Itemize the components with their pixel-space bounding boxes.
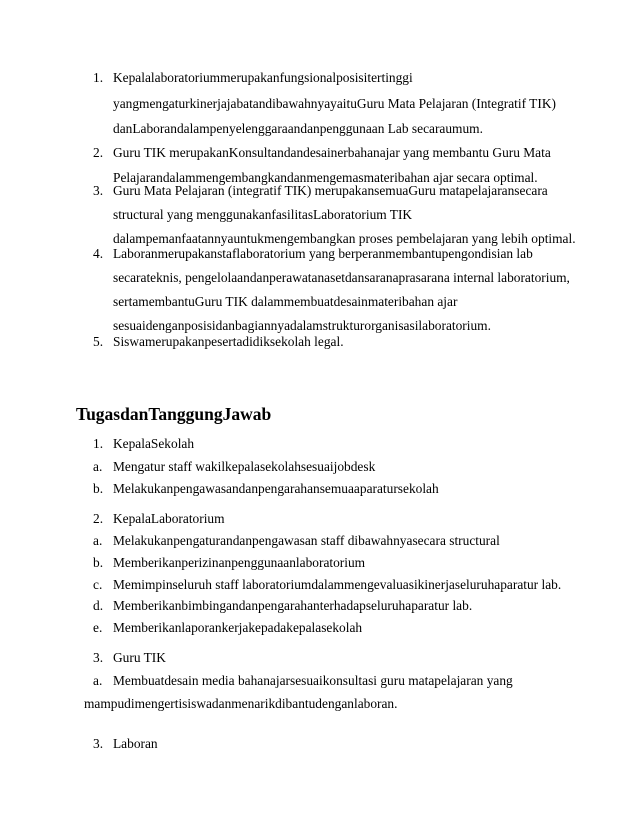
section-marker: 3. (93, 650, 104, 665)
list-marker: 1. (93, 70, 104, 85)
section-marker: 1. (93, 436, 104, 451)
list-item-line: structural yang menggunakanfasilitasLaboratorium TIK (113, 207, 413, 222)
section-title: Guru TIK (113, 650, 166, 665)
list-item-line: Siswamerupakanpesertadidiksekolah legal. (113, 334, 344, 349)
list-marker: 4. (93, 246, 104, 261)
list-item-line: danLaborandalampenyelenggaraandanpenggunaan Lab secaraumum. (113, 121, 483, 136)
list-marker: 3. (93, 183, 104, 198)
item-marker: a. (93, 459, 103, 474)
item-marker: d. (93, 598, 104, 613)
item-marker: b. (93, 481, 104, 496)
section-marker: 2. (93, 511, 104, 526)
item-marker: c. (93, 577, 103, 592)
item-marker: a. (93, 673, 103, 688)
item-continuation: mampudimengertisiswadanmenarikdibantudenganlaboran. (84, 696, 398, 711)
item-text: Membuatdesain media bahanajarsesuaikonsultasi guru matapelajaran yang (113, 673, 513, 688)
list-marker: 5. (93, 334, 104, 349)
list-item-line: secarateknis, pengelolaandanperawatanasetdansaranaprasarana internal laboratorium, (113, 270, 570, 285)
item-text: Melakukanpengawasandanpengarahansemuaaparatursekolah (113, 481, 439, 496)
list-item-line: yangmengaturkinerjajabatandibawahnyayaituGuru Mata Pelajaran (Integratif TIK) (113, 96, 556, 111)
list-item-line: dalampemanfaatannyauntukmengembangkan proses pembelajaran yang lebih optimal. (113, 231, 576, 246)
list-item-line: Guru TIK merupakanKonsultandandesainerbahanajar yang membantu Guru Mata (113, 145, 551, 160)
list-item-line: Pelajarandalammengembangkandanmengemasmateribahan ajar secara optimal. (113, 170, 538, 185)
list-item-line: Kepalalaboratoriummerupakanfungsionalposisitertinggi (113, 70, 413, 85)
section-title: KepalaSekolah (113, 436, 195, 451)
list-item-line: sertamembantuGuru TIK dalammembuatdesainmateribahan ajar (113, 294, 458, 309)
section-title: Laboran (113, 736, 158, 751)
list-item-line: Laboranmerupakanstaflaboratorium yang berperanmembantupengondisian lab (113, 246, 533, 261)
section-marker: 3. (93, 736, 104, 751)
item-marker: e. (93, 620, 103, 635)
section-heading: TugasdanTanggungJawab (76, 404, 272, 424)
item-text: Memberikanlaporankerjakepadakepalasekolah (113, 620, 363, 635)
item-text: Mengatur staff wakilkepalasekolahsesuaijobdesk (113, 459, 376, 474)
list-marker: 2. (93, 145, 104, 160)
item-text: Memberikanperizinanpenggunaanlaboratorium (113, 555, 366, 570)
list-item-line: sesuaidenganposisidanbagiannyadalamstrukturorganisasilaboratorium. (113, 318, 491, 333)
item-text: Memberikanbimbingandanpengarahanterhadapseluruhaparatur lab. (113, 598, 473, 613)
list-item-line: Guru Mata Pelajaran (integratif TIK) merupakansemuaGuru matapelajaransecara (113, 183, 548, 198)
item-text: Melakukanpengaturandanpengawasan staff dibawahnyasecara structural (113, 533, 500, 548)
item-text: Memimpinseluruh staff laboratoriumdalammengevaluasikinerjaseluruhaparatur lab. (113, 577, 562, 592)
item-marker: a. (93, 533, 103, 548)
section-title: KepalaLaboratorium (113, 511, 225, 526)
item-marker: b. (93, 555, 104, 570)
